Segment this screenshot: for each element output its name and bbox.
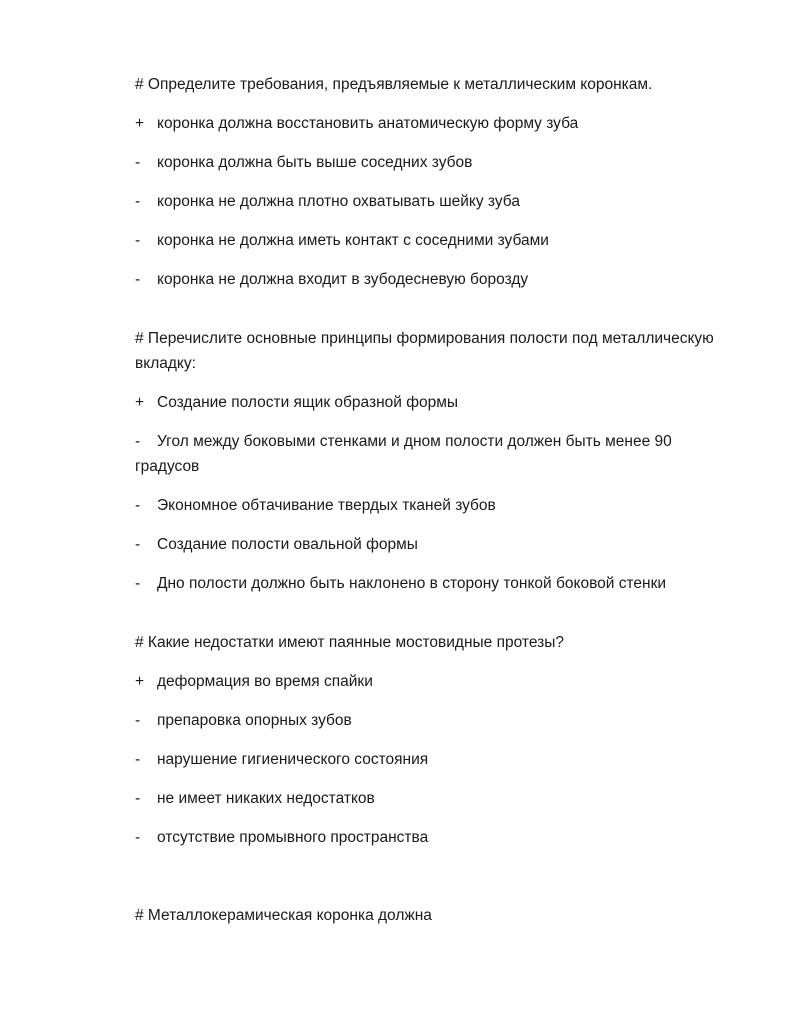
answer-option bbox=[135, 571, 735, 596]
answer-option bbox=[135, 493, 735, 518]
answer-text: Угол между боковыми стенками и дном полости должен быть менее 90 градусов bbox=[135, 433, 672, 475]
answer-text: Создание полости овальной формы bbox=[157, 536, 418, 553]
answer-text: нарушение гигиенического состояния bbox=[157, 751, 429, 768]
document-page bbox=[135, 72, 735, 942]
answer-mark: - bbox=[135, 271, 141, 288]
answer-text: отсутствие промывного пространства bbox=[157, 829, 429, 846]
answer-mark: - bbox=[135, 536, 141, 553]
answer-option bbox=[135, 708, 735, 733]
answer-text: коронка не должна иметь контакт с соседними зубами bbox=[157, 232, 549, 249]
answer-mark: - bbox=[135, 712, 141, 729]
answer-mark: + bbox=[135, 673, 145, 690]
answer-mark: - bbox=[135, 575, 141, 592]
answer-mark: - bbox=[135, 829, 141, 846]
question-block-4 bbox=[135, 903, 735, 928]
answer-mark: - bbox=[135, 497, 141, 514]
answer-option bbox=[135, 825, 735, 850]
question-text: # Какие недостатки имеют паянные мостовидные протезы? bbox=[135, 634, 564, 651]
question-text: # Определите требования, предъявляемые к металлическим коронкам. bbox=[135, 76, 653, 93]
answer-text: коронка не должна плотно охватывать шейку зуба bbox=[157, 193, 520, 210]
answer-mark: - bbox=[135, 433, 141, 450]
question-text: # Перечислите основные принципы формирования полости под металлическую вкладку: bbox=[135, 330, 714, 372]
answer-text: коронка должна восстановить анатомическую форму зуба bbox=[157, 115, 579, 132]
answer-text: деформация во время спайки bbox=[157, 673, 373, 690]
answer-mark: + bbox=[135, 115, 145, 132]
answer-mark: - bbox=[135, 790, 141, 807]
answer-option bbox=[135, 532, 735, 557]
answer-mark: - bbox=[135, 751, 141, 768]
question-block-1 bbox=[135, 72, 735, 292]
answer-text: Создание полости ящик образной формы bbox=[157, 394, 459, 411]
answer-mark: + bbox=[135, 394, 145, 411]
answer-mark: - bbox=[135, 232, 141, 249]
answer-option bbox=[135, 150, 735, 175]
answer-text: не имеет никаких недостатков bbox=[157, 790, 375, 807]
answer-option bbox=[135, 429, 735, 479]
question-block-3 bbox=[135, 630, 735, 850]
answer-option bbox=[135, 669, 735, 694]
answer-option bbox=[135, 390, 735, 415]
answer-option bbox=[135, 267, 735, 292]
answer-text: коронка не должна входит в зубодесневую борозду bbox=[157, 271, 529, 288]
question-block-2 bbox=[135, 326, 735, 596]
answer-option bbox=[135, 189, 735, 214]
question-text: # Металлокерамическая коронка должна bbox=[135, 907, 432, 924]
answer-option bbox=[135, 228, 735, 253]
answer-option bbox=[135, 111, 735, 136]
answer-text: Экономное обтачивание твердых тканей зубов bbox=[157, 497, 496, 514]
answer-text: коронка должна быть выше соседних зубов bbox=[157, 154, 473, 171]
answer-option bbox=[135, 786, 735, 811]
answer-mark: - bbox=[135, 193, 141, 210]
answer-text: Дно полости должно быть наклонено в сторону тонкой боковой стенки bbox=[157, 575, 667, 592]
answer-mark: - bbox=[135, 154, 141, 171]
answer-option bbox=[135, 747, 735, 772]
answer-text: препаровка опорных зубов bbox=[157, 712, 352, 729]
